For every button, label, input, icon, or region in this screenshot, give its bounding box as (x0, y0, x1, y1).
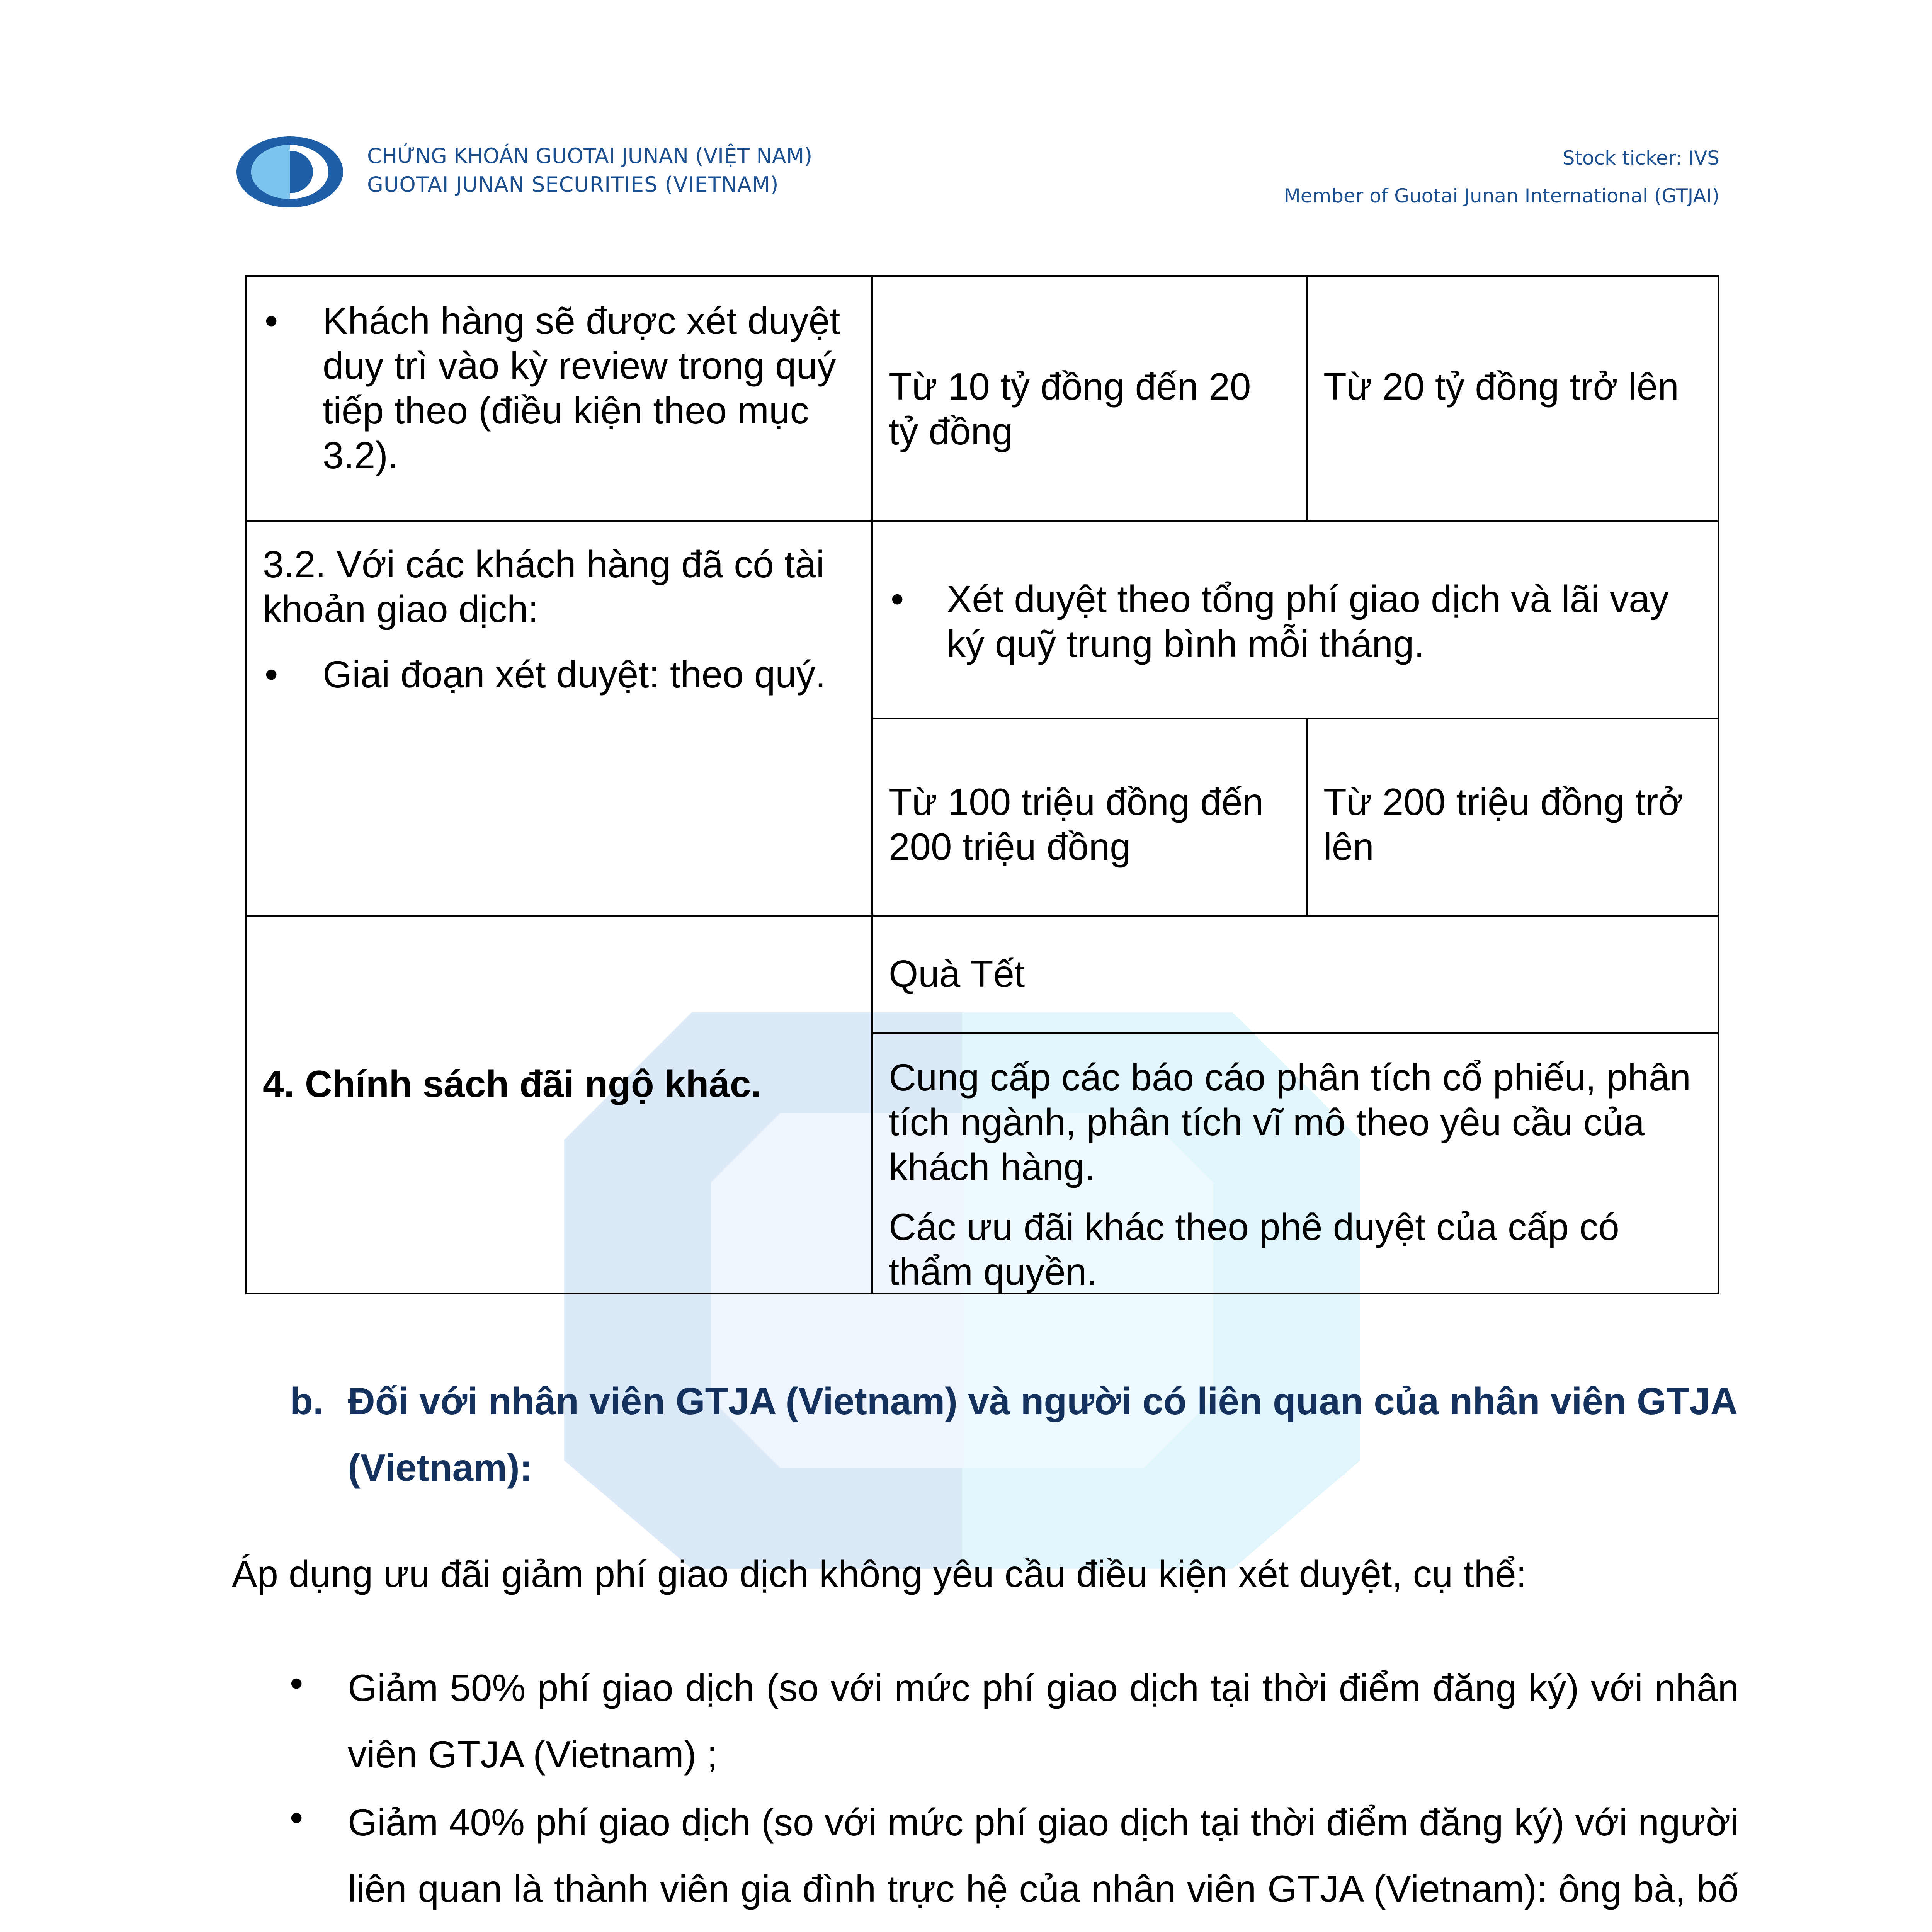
company-logo (236, 135, 344, 209)
table-border (245, 275, 1719, 277)
table-border (1306, 275, 1308, 522)
table-border (1306, 718, 1308, 917)
section-b-intro: Áp dụng ưu đãi giảm phí giao dịch không yêu cầu điều kiện xét duyệt, cụ thể: (232, 1553, 1527, 1595)
table-cell-fee-tier2: Từ 200 triệu đồng trở lên (1323, 781, 1683, 868)
member-line: Member of Guotai Junan International (GTJAI) (1284, 185, 1719, 207)
table-border (1718, 275, 1719, 1294)
policy-table (245, 275, 1719, 1294)
table-cell-reports: Cung cấp các báo cáo phân tích cổ phiếu, phân tích ngành, phân tích vĩ mô theo yêu cầu của khách hàng. (889, 1056, 1691, 1188)
bullet-icon: • (265, 653, 278, 696)
table-border (245, 520, 1719, 522)
bullet-icon: • (290, 1796, 303, 1839)
table-cell-tet-gift: Quà Tết (889, 952, 1025, 995)
stock-ticker: Stock ticker: IVS (1562, 147, 1719, 169)
table-cell-existing-clients: 3.2. Với các khách hàng đã có tài khoản giao dịch: (263, 543, 825, 630)
table-cell-tier1-range: Từ 10 tỷ đồng đến 20 tỷ đồng (889, 365, 1251, 452)
table-cell-fee-tier1: Từ 100 triệu đồng đến 200 triệu đồng (889, 781, 1264, 868)
table-border (245, 915, 1719, 917)
bullet-icon: • (290, 1662, 303, 1704)
table-border (871, 718, 1719, 719)
list-item: Giảm 40% phí giao dịch (so với mức phí giao dịch tại thời điểm đăng ký) với người liên quan là thành viên gia đình trực hệ của nhân viên GTJA (Vietnam): ông bà, bố (348, 1801, 1739, 1910)
table-border (245, 275, 247, 1294)
list-item: Giảm 50% phí giao dịch (so với mức phí giao dịch tại thời điểm đăng ký) với nhân viên GTJA (Vietnam) ; (348, 1667, 1739, 1776)
table-border (871, 275, 873, 1294)
section-b-heading-cont: (Vietnam): (348, 1446, 532, 1489)
table-cell-other-policies: 4. Chính sách đãi ngộ khác. (263, 1063, 762, 1105)
bullet-icon: • (891, 578, 904, 620)
table-border (871, 1032, 1719, 1034)
section-b-label: b. (290, 1380, 324, 1422)
table-cell-review-criteria: Xét duyệt theo tổng phí giao dịch và lãi vay ký quỹ trung bình mỗi tháng. (947, 578, 1669, 665)
table-cell-tier2-range: Từ 20 tỷ đồng trở lên (1323, 365, 1679, 408)
company-name-en: GUOTAI JUNAN SECURITIES (VIETNAM) (367, 172, 779, 197)
table-cell-review-period: Giai đoạn xét duyệt: theo quý. (323, 653, 826, 696)
bullet-icon: • (265, 299, 278, 342)
company-name-vn: CHỨNG KHOÁN GUOTAI JUNAN (VIỆT NAM) (367, 144, 813, 168)
section-b-heading: Đối với nhân viên GTJA (Vietnam) và người có liên quan của nhân viên GTJA (348, 1380, 1738, 1422)
table-cell-review-note: Khách hàng sẽ được xét duyệt duy trì vào kỳ review trong quý tiếp theo (điều kiện theo mục 3.2). (323, 299, 840, 476)
table-cell-other-incentives: Các ưu đãi khác theo phê duyệt của cấp có thẩm quyền. (889, 1206, 1619, 1293)
